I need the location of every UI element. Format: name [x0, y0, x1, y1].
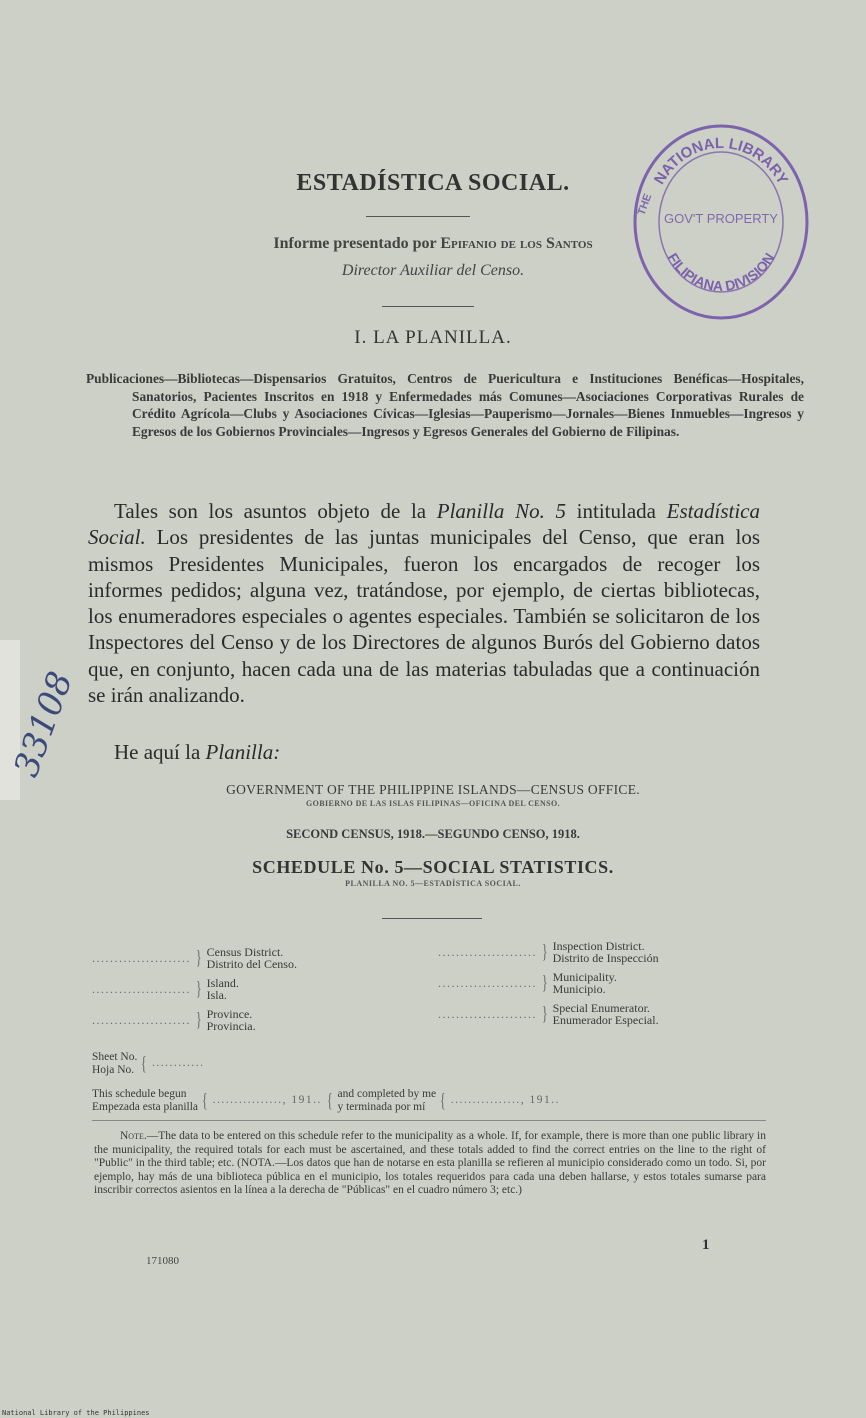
stamp-bottom-text [665, 250, 778, 294]
field-dots: ...................... [92, 1013, 191, 1027]
field-dots: ...................... [92, 951, 191, 965]
handwritten-number [6, 648, 94, 808]
byline-rule [382, 306, 474, 307]
completed-dots: ................, 191.. [450, 1094, 561, 1107]
author-role: Director Auxiliar del Censo. [341, 262, 525, 279]
schedule-gov-en: GOVERNMENT OF THE PHILIPPINE ISLANDS—CENSUS OFFICE. [226, 782, 640, 797]
brace-icon: { [326, 1089, 333, 1112]
topics-summary: Publicaciones—Bibliotecas—Dispensarios Gratuitos, Centros de Puericultura e Instituciones Benéficas—Hospitales, Sanatorios, Pacientes Inscritos en 1918 y Enfermedades más Comunes—Asociaciones Corporativas Rurales de Crédito Agrícola—Clubs y Asociaciones Cívicas—Iglesias—Pauperismo—Jornales—Bienes Inmuebles—Ingresos y Egresos de los Gobiernos Provinciales—Ingresos y Egresos Generales del Gobierno de Filipinas. [86, 371, 804, 439]
sheet-dots: ............ [151, 1057, 205, 1070]
schedule-title-es: PLANILLA NO. 5—ESTADÍSTICA SOCIAL. [345, 879, 521, 888]
field-dots: ...................... [438, 976, 537, 990]
para-italic-2: Estadística Social. [88, 499, 760, 550]
begun-label-es: Empezada esta planilla [92, 1100, 199, 1113]
brace-icon: } [195, 947, 202, 969]
completed-label-en: and completed by me [337, 1088, 437, 1100]
field-special-enumerator [438, 1002, 659, 1026]
author-name: Epifanio de los Santos [440, 235, 593, 252]
field-label-es: Enumerador Especial. [552, 1013, 659, 1027]
field-municipality [438, 971, 617, 995]
field-label-es: Provincia. [206, 1019, 256, 1033]
begun-label-en: This schedule begun [92, 1088, 187, 1100]
field-sheet-no [92, 1051, 207, 1076]
brace-icon: { [141, 1052, 148, 1075]
schedule-rule [382, 918, 482, 919]
field-label-es: Distrito de Inspección [552, 951, 659, 965]
sheet-label-en: Sheet No. [92, 1051, 138, 1063]
completed-label-es: y terminada por mí [337, 1100, 426, 1113]
field-dots: ...................... [92, 982, 191, 996]
para-italic-1: Planilla No. 5 [436, 499, 567, 523]
field-dots: ...................... [438, 1007, 537, 1021]
stamp-middle-text: GOV'T PROPERTY [664, 211, 778, 226]
brace-icon: } [541, 941, 548, 963]
brace-icon: } [195, 978, 202, 1000]
begun-dots: ................, 191.. [212, 1094, 322, 1107]
field-label-es: Isla. [206, 988, 227, 1002]
field-label-en: Province. [206, 1007, 253, 1021]
brace-icon: } [541, 1003, 548, 1025]
field-label-en: Special Enumerator. [552, 1001, 650, 1015]
field-label-en: Island. [206, 976, 239, 990]
he-aqui-text: He aquí la [114, 740, 206, 764]
field-island [92, 977, 239, 1001]
schedule-census: SECOND CENSUS, 1918.—SEGUNDO CENSO, 1918. [286, 827, 580, 841]
note-rule [92, 1120, 766, 1121]
page-number: 1 [702, 1237, 710, 1253]
section-heading: I. LA PLANILLA. [354, 327, 512, 348]
brace-icon: } [195, 1009, 202, 1031]
field-label-es: Municipio. [552, 982, 606, 996]
schedule-note [94, 1130, 766, 1198]
he-aqui-italic: Planilla: [205, 740, 281, 764]
brace-icon: { [201, 1089, 208, 1112]
stamp-top-path: NATIONAL LIBRARY [650, 134, 792, 188]
note-label: Note. [120, 1130, 147, 1142]
he-aqui-line [114, 740, 280, 765]
field-label-es: Distrito del Censo. [206, 957, 297, 971]
page-title: ESTADÍSTICA SOCIAL. [296, 170, 570, 196]
field-begun [92, 1088, 563, 1113]
schedule-gov-es: GOBIERNO DE LAS ISLAS FILIPINAS—OFICINA DEL CENSO. [305, 799, 561, 808]
footer-credit: National Library of the Philippines [2, 1409, 150, 1417]
field-census-district [92, 946, 297, 970]
handwritten-text: 33108 [6, 666, 81, 782]
sheet-label-es: Hoja No. [92, 1063, 135, 1076]
field-label-en: Inspection District. [552, 939, 645, 953]
title-rule [366, 216, 470, 217]
field-province [92, 1008, 256, 1032]
para-text-2: intitulada [566, 499, 667, 523]
byline-prefix: Informe presentado por [273, 235, 441, 252]
brace-icon: } [541, 972, 548, 994]
brace-icon: { [440, 1089, 446, 1112]
stamp-left-text: THE [635, 192, 655, 218]
print-code: 171080 [146, 1255, 179, 1267]
stamp-bottom-path: FILIPIANA DIVISION [664, 250, 778, 295]
field-dots: ...................... [438, 945, 537, 959]
schedule-title-en: SCHEDULE No. 5—SOCIAL STATISTICS. [252, 857, 614, 877]
library-stamp [632, 120, 810, 325]
field-label-en: Census District. [206, 945, 284, 959]
para-text-1: Tales son los asuntos objeto de la [114, 499, 437, 523]
note-text: —The data to be entered on this schedule refer to the municipality as a whole. If, for example, there is more than one public library in the municipality, the required totals for each must be ascertained, and these totals added to find the correct entries on the line to the right of "Public" in the third table; etc. (NOTA.—Los datos que han de notarse en esta planilla se refieren al municipio considerado como un todo. Si, por ejemplo, hay más de una biblioteca pública en el municipio, los totales requeridos para cada una deben hallarse, y estos totales sumarse para inscribir correctos asientos en la línea a la derecha de "Públicas" en el cuadro número 3; etc.) [94, 1130, 766, 1196]
body-paragraph [88, 498, 760, 708]
field-label-en: Municipality. [552, 970, 617, 984]
para-text-3: Los presidentes de las juntas municipales del Censo, que eran los mismos Presidentes Municipales, fueron los encargados de recoger los informes pedidos; alguna vez, tratándose, por ejemplo, de ciertas bibliotecas, los enumeradores especiales o agentes especiales. También se solicitaron de los Inspectores del Censo y de los Directores de algunos Burós del Gobierno datos que, en conjunto, hacen cada una de las materias tabuladas que a continuación se irán analizando. [88, 525, 760, 708]
field-inspection-district [438, 940, 659, 964]
